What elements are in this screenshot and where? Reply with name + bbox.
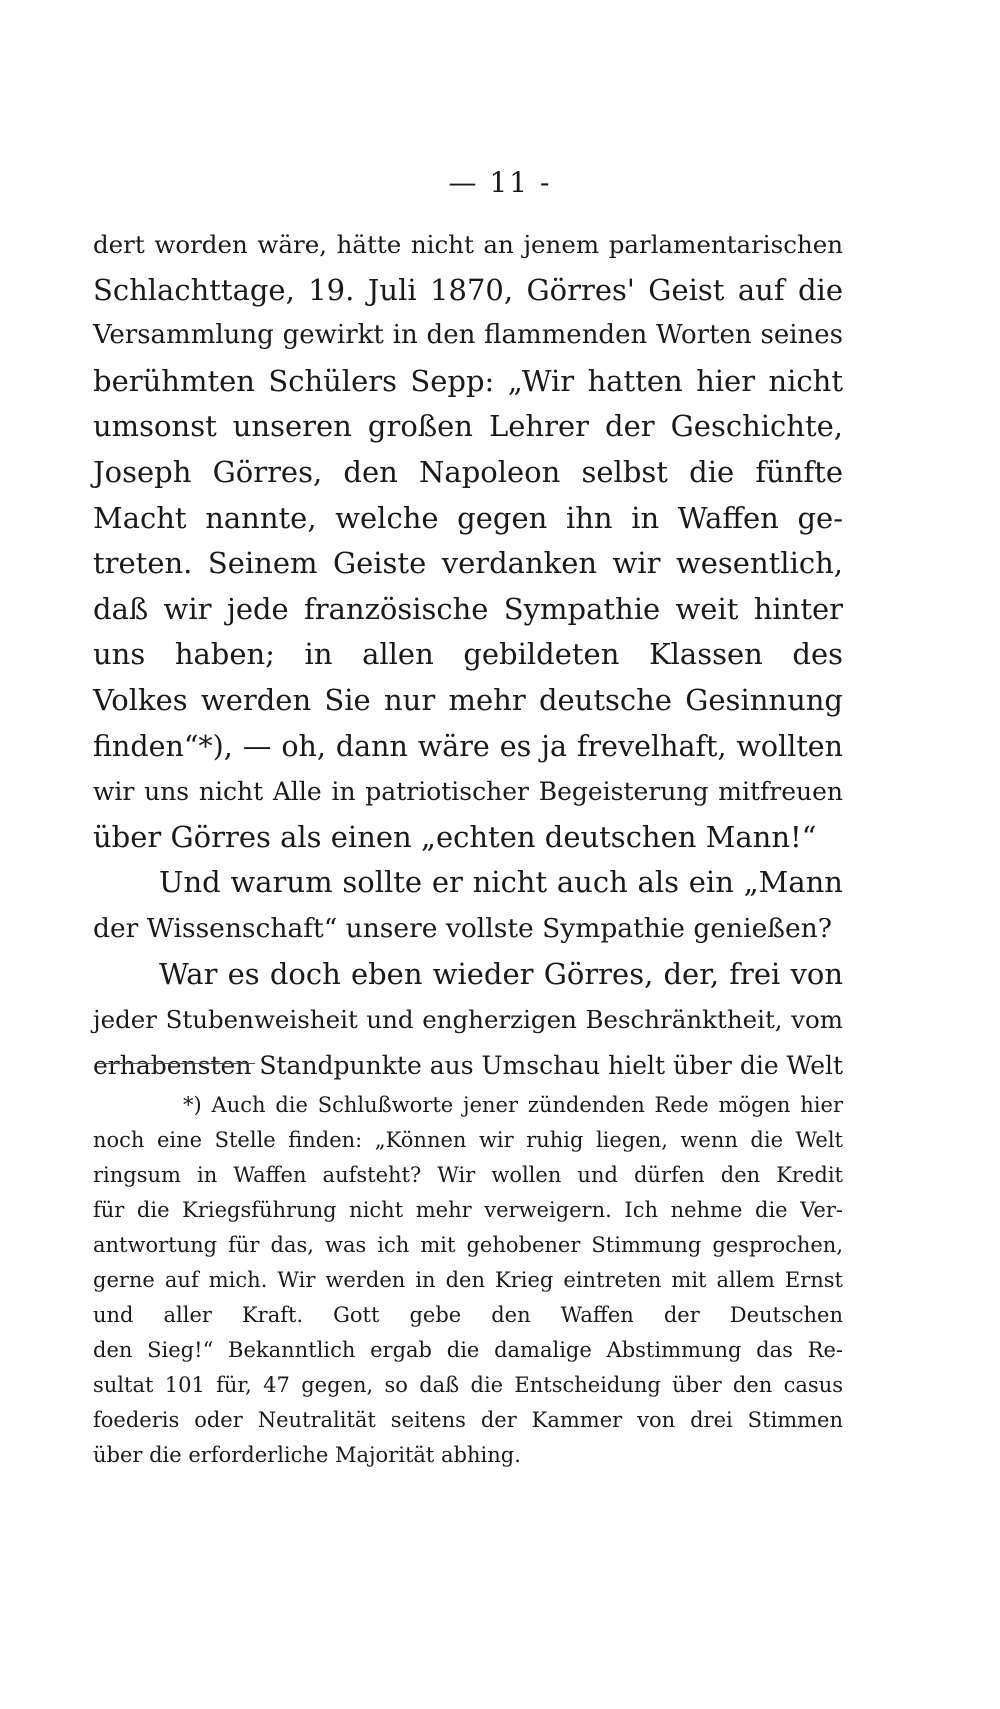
footnote-line: und aller Kraft. Gott gebe den Waffen der Deutschen	[93, 1303, 843, 1327]
footnote-divider	[97, 1063, 255, 1064]
footnote-line: ringsum in Waffen aufsteht? Wir wollen und dürfen den Kredit	[93, 1163, 843, 1187]
footnote-line: für die Kriegsführung nicht mehr verweigern. Ich nehme die Ver-	[93, 1198, 843, 1222]
footnote-line: den Sieg!“ Bekanntlich ergab die damalige Abstimmung das Re-	[93, 1338, 843, 1362]
text-line: der Wissenschaft“ unsere vollste Sympathie genießen?	[93, 912, 832, 944]
text-line: wir uns nicht Alle in patriotischer Begeisterung mitfreuen	[93, 777, 843, 807]
footnote-line: antwortung für das, was ich mit gehobener Stimmung gesprochen,	[93, 1233, 843, 1257]
text-line: Joseph Görres, den Napoleon selbst die fünfte	[93, 454, 843, 489]
paragraph-start-line: War es doch eben wieder Görres, der, frei von	[159, 956, 843, 991]
text-line: daß wir jede französische Sympathie weit hinter	[93, 591, 843, 626]
text-line: Versammlung gewirkt in den flammenden Worten seines	[93, 320, 843, 351]
text-line: Macht nannte, welche gegen ihn in Waffen ge-	[93, 500, 843, 535]
text-line: uns haben; in allen gebildeten Klassen des	[93, 637, 843, 672]
paragraph-start-line: Und warum sollte er nicht auch als ein „Mann	[159, 865, 843, 900]
text-line: berühmten Schülers Sepp: „Wir hatten hier nicht	[93, 363, 843, 398]
text-line: finden“*), — oh, dann wäre es ja frevelhaft, wollten	[93, 729, 843, 763]
text-line: umsonst unseren großen Lehrer der Geschichte,	[93, 409, 843, 444]
text-line: erhabensten Standpunkte aus Umschau hielt über die Welt	[93, 1050, 844, 1080]
text-line: über Görres als einen „echten deutschen Mann!“	[93, 819, 817, 854]
footnote-line: gerne auf mich. Wir werden in den Krieg eintreten mit allem Ernst	[93, 1268, 843, 1292]
text-line: Volkes werden Sie nur mehr deutsche Gesinnung	[93, 682, 843, 717]
text-line: dert worden wäre, hätte nicht an jenem parlamentarischen	[93, 230, 843, 259]
footnote-line: foederis oder Neutralität seitens der Kammer von drei Stimmen	[93, 1408, 843, 1432]
text-line: treten. Seinem Geiste verdanken wir wesentlich,	[93, 546, 843, 581]
page-number: — 11 -	[448, 166, 552, 199]
main-text-block	[93, 222, 843, 1088]
footnote-line: sultat 101 für, 47 gegen, so daß die Entscheidung über den casus	[93, 1373, 843, 1397]
text-line: Schlachttage, 19. Juli 1870, Görres' Geist auf die	[93, 272, 843, 307]
footnote-line: *) Auch die Schlußworte jener zündenden Rede mögen hier	[183, 1093, 843, 1117]
text-line: jeder Stubenweisheit und engherzigen Beschränktheit, vom	[93, 1005, 843, 1035]
footnote-line: noch eine Stelle finden: „Können wir ruhig liegen, wenn die Welt	[93, 1128, 843, 1152]
footnote-line: über die erforderliche Majorität abhing.	[93, 1443, 521, 1467]
footnote-block	[93, 1088, 843, 1473]
